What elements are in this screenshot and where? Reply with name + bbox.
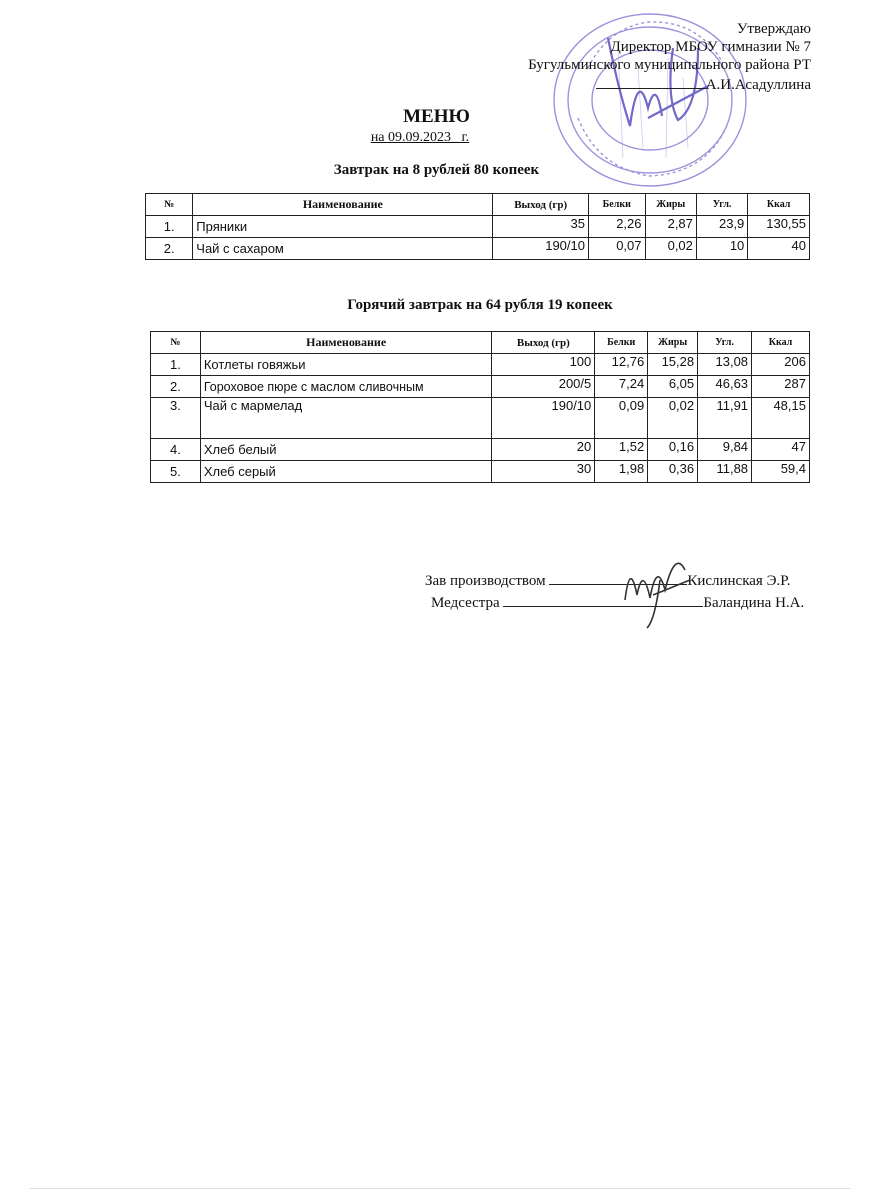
approval-line-name: [528, 74, 811, 94]
approval-line-approve: Утверждаю: [736, 21, 811, 37]
approval-block: [528, 20, 811, 94]
table-row: [146, 238, 810, 260]
dish-yield: 35: [493, 216, 589, 238]
table-row: [151, 461, 810, 483]
dish-protein: 0,07: [588, 238, 645, 260]
dish-protein: 12,76: [595, 354, 648, 376]
dish-fat: 6,05: [648, 376, 698, 398]
dish-name: Чай с мармелад: [200, 398, 492, 439]
dish-fat: 0,02: [648, 398, 698, 439]
dish-yield: 190/10: [493, 238, 589, 260]
column-header: Выход (гр): [492, 332, 595, 354]
dish-kcal: 59,4: [752, 461, 810, 483]
page-bottom-edge: [30, 1188, 850, 1189]
column-header: Наименование: [200, 332, 492, 354]
menu-date: на 09.09.2023_ г.: [370, 130, 470, 145]
dish-fat: 0,02: [645, 238, 696, 260]
breakfast-table: [145, 193, 810, 260]
dish-name: Гороховое пюре с маслом сливочным: [200, 376, 492, 398]
column-header: Угл.: [696, 194, 747, 216]
nurse-label: Медсестра: [431, 595, 500, 611]
column-header: Белки: [595, 332, 648, 354]
dish-carbs: 46,63: [698, 376, 752, 398]
dish-carbs: 9,84: [698, 439, 752, 461]
table-row: [146, 216, 810, 238]
table-row: [151, 354, 810, 376]
hot-breakfast-title: Горячий завтрак на 64 рубля 19 копеек: [347, 297, 613, 313]
dish-name: Хлеб белый: [200, 439, 492, 461]
dish-protein: 0,09: [595, 398, 648, 439]
row-number: 5.: [151, 461, 201, 483]
dish-kcal: 206: [752, 354, 810, 376]
dish-carbs: 23,9: [696, 216, 747, 238]
dish-name: Чай с сахаром: [193, 238, 493, 260]
dish-fat: 0,16: [648, 439, 698, 461]
column-header: Выход (гр): [493, 194, 589, 216]
dish-carbs: 13,08: [698, 354, 752, 376]
dish-fat: 15,28: [648, 354, 698, 376]
column-header: Белки: [588, 194, 645, 216]
approval-line-director: Директор МБОУ гимназии № 7: [610, 39, 811, 55]
dish-yield: 20: [492, 439, 595, 461]
table-row: [151, 439, 810, 461]
row-number: 1.: [151, 354, 201, 376]
dish-yield: 190/10: [492, 398, 595, 439]
column-header: Угл.: [698, 332, 752, 354]
column-header: №: [146, 194, 193, 216]
dish-yield: 30: [492, 461, 595, 483]
column-header: Наименование: [193, 194, 493, 216]
dish-kcal: 287: [752, 376, 810, 398]
dish-kcal: 130,55: [748, 216, 810, 238]
column-header: №: [151, 332, 201, 354]
approval-line-district: Бугульминского муниципального района РТ: [528, 57, 811, 73]
dish-kcal: 40: [748, 238, 810, 260]
breakfast-title: Завтрак на 8 рублей 80 копеек: [333, 162, 540, 178]
dish-carbs: 10: [696, 238, 747, 260]
dish-name: Котлеты говяжьи: [200, 354, 492, 376]
row-number: 4.: [151, 439, 201, 461]
signature-line: [596, 74, 706, 89]
page-title: МЕНЮ: [403, 106, 470, 127]
column-header: Ккал: [748, 194, 810, 216]
dish-protein: 7,24: [595, 376, 648, 398]
dish-yield: 100: [492, 354, 595, 376]
dish-kcal: 48,15: [752, 398, 810, 439]
column-header: Жиры: [648, 332, 698, 354]
row-number: 1.: [146, 216, 193, 238]
handwritten-signature: [605, 540, 705, 630]
hot-breakfast-table: [150, 331, 810, 483]
column-header: Ккал: [752, 332, 810, 354]
dish-name: Пряники: [193, 216, 493, 238]
table-row: [151, 398, 810, 439]
dish-yield: 200/5: [492, 376, 595, 398]
row-number: 2.: [151, 376, 201, 398]
table-header-row: [151, 332, 810, 354]
table-header-row: [146, 194, 810, 216]
dish-fat: 0,36: [648, 461, 698, 483]
dish-protein: 2,26: [588, 216, 645, 238]
table-row: [151, 376, 810, 398]
approval-signer-name: А.И.Асадуллина: [705, 77, 811, 93]
dish-carbs: 11,91: [698, 398, 752, 439]
dish-kcal: 47: [752, 439, 810, 461]
dish-protein: 1,52: [595, 439, 648, 461]
dish-protein: 1,98: [595, 461, 648, 483]
production-name: Кислинская Э.Р.: [687, 573, 791, 589]
production-label: Зав производством: [425, 573, 546, 589]
dish-name: Хлеб серый: [200, 461, 492, 483]
row-number: 2.: [146, 238, 193, 260]
dish-fat: 2,87: [645, 216, 696, 238]
nurse-name: Баландина Н.А.: [703, 595, 805, 611]
row-number: 3.: [151, 398, 201, 439]
column-header: Жиры: [645, 194, 696, 216]
dish-carbs: 11,88: [698, 461, 752, 483]
